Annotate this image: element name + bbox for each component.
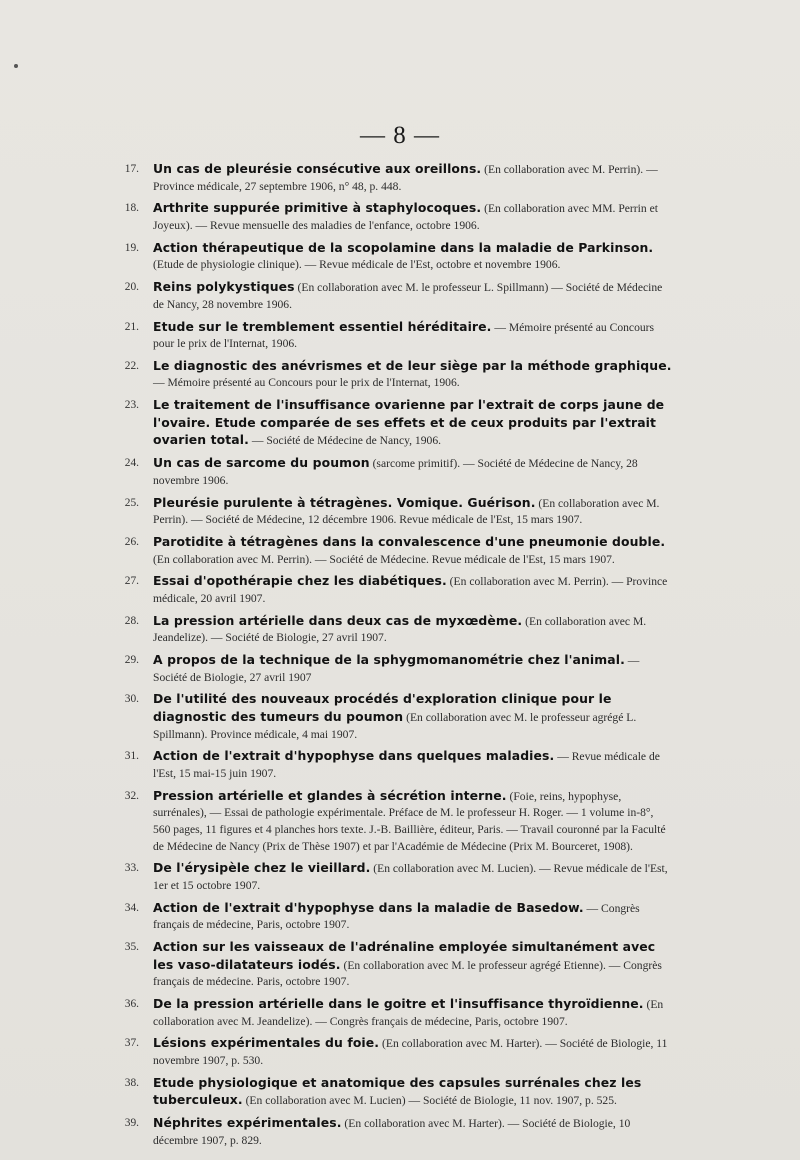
entry-title: Le diagnostic des anévrismes et de leur siège par la méthode graphique. bbox=[153, 357, 672, 373]
entry-title: Action de l'extrait d'hypophyse dans quelques maladies. bbox=[153, 748, 555, 764]
page-speck bbox=[14, 64, 18, 68]
entry-title: Néphrites expérimentales. bbox=[153, 1115, 342, 1131]
publication-entry bbox=[113, 613, 673, 647]
entry-number: 30. bbox=[124, 693, 139, 706]
entry-citation: (En collaboration avec M. le professeur agrégé L. Spillmann). Province médicale, 4 mai 1907. bbox=[153, 711, 637, 741]
entry-number: 33. bbox=[124, 862, 139, 875]
entry-number: 25. bbox=[124, 496, 139, 509]
publication-entry bbox=[113, 279, 673, 313]
entry-number: 35. bbox=[124, 941, 139, 954]
entry-title: Le traitement de l'insuffisance ovarienne par l'extrait de corps jaune de l'ovaire. Etude comparée de ses effets et de ceux produits par l'extrait ovarien total. bbox=[153, 397, 665, 448]
entry-title: Pleurésie purulente à tétragènes. Vomique. Guérison. bbox=[153, 494, 536, 510]
entry-title: De l'utilité des nouveaux procédés d'exploration clinique pour le diagnostic des tumeurs du poumon bbox=[153, 691, 612, 725]
publication-entry bbox=[113, 748, 673, 782]
entry-citation: (En collaboration avec M. Perrin). — Société de Médecine. Revue médicale de l'Est, 15 mars 1907. bbox=[153, 552, 615, 566]
entry-number: 34. bbox=[124, 901, 139, 914]
entry-number: 28. bbox=[124, 614, 139, 627]
entry-citation: (En collaboration avec MM. Perrin et Joyeux). — Revue mensuelle des maladies de l'enfance, octobre 1906. bbox=[153, 202, 658, 232]
entry-citation: (En collaboration avec M. Jeandelize). — Société de Biologie, 27 avril 1907. bbox=[153, 614, 647, 645]
entry-number: 36. bbox=[124, 998, 139, 1011]
entry-title: Action thérapeutique de la scopolamine dans la maladie de Parkinson. bbox=[153, 239, 654, 255]
publication-entry bbox=[113, 161, 673, 195]
entry-title: La pression artérielle dans deux cas de myxœdème. bbox=[153, 612, 523, 628]
entry-title: Pression artérielle et glandes à sécrétion interne. bbox=[153, 787, 507, 803]
entry-title: Etude physiologique et anatomique des capsules surrénales chez les tuberculeux. bbox=[153, 1074, 642, 1108]
entry-title: Reins polykystiques bbox=[153, 279, 295, 295]
entry-citation: (En collaboration avec M. Perrin). — Province médicale, 20 avril 1907. bbox=[153, 575, 668, 605]
entry-citation: (Etude de physiologie clinique). — Revue médicale de l'Est, octobre et novembre 1906. bbox=[153, 258, 561, 272]
entry-number: 38. bbox=[124, 1076, 139, 1089]
entry-citation: (En collaboration avec M. Jeandelize). — Congrès français de médecine, Paris, octobre 1907. bbox=[153, 998, 664, 1028]
entry-number: 39. bbox=[124, 1117, 139, 1130]
entry-title: Lésions expérimentales du foie. bbox=[153, 1035, 380, 1051]
entry-title: Un cas de pleurésie consécutive aux oreillons. bbox=[153, 161, 482, 176]
publication-entry bbox=[113, 652, 673, 686]
entry-citation: (En collaboration avec M. Lucien). — Revue médicale de l'Est, 1er et 15 octobre 1907. bbox=[153, 862, 668, 892]
entry-citation: (Foie, reins, hypophyse, surrénales), — Essai de pathologie expérimentale. Préface de M. le professeur H. Roger. — 1 volume in-8°, 560 pages, 11 figures et 4 planches hors texte. J.-B. Baillière, éditeur, Paris. — Travail couronné par la Faculté de Médecine de Nancy (Prix de Thèse 1907) et par l'Académie de Médecine (Prix M. Bourceret, 1908). bbox=[153, 789, 666, 853]
publication-entry bbox=[113, 534, 673, 568]
entry-citation: — Congrès français de médecine, Paris, octobre 1907. bbox=[153, 901, 640, 932]
entry-citation: (En collaboration avec M. Perrin). — Société de Médecine, 12 décembre 1906. Revue médicale de l'Est, 15 mars 1907. bbox=[153, 496, 660, 527]
publication-entry bbox=[113, 200, 673, 234]
publication-list bbox=[113, 161, 673, 1155]
entry-title: Arthrite suppurée primitive à staphylocoques. bbox=[153, 200, 482, 216]
entry-number: 18. bbox=[124, 202, 139, 215]
entry-number: 19. bbox=[124, 241, 139, 254]
entry-citation: — Revue médicale de l'Est, 15 mai-15 juin 1907. bbox=[153, 750, 660, 781]
entry-number: 22. bbox=[124, 359, 139, 372]
entry-number: 32. bbox=[124, 789, 139, 802]
entry-title: Parotidite à tétragènes dans la convalescence d'une pneumonie double. bbox=[153, 533, 666, 549]
entry-number: 27. bbox=[124, 575, 139, 588]
entry-citation: (En collaboration avec M. Harter). — Société de Biologie, 11 novembre 1907, p. 530. bbox=[153, 1037, 668, 1068]
entry-title: Etude sur le tremblement essentiel héréditaire. bbox=[153, 318, 492, 334]
publication-entry bbox=[113, 358, 673, 392]
publication-entry bbox=[113, 397, 673, 450]
entry-number: 37. bbox=[124, 1037, 139, 1050]
entry-title: A propos de la technique de la sphygmomanométrie chez l'animal. bbox=[153, 652, 625, 668]
entry-citation: — Société de Biologie, 27 avril 1907 bbox=[153, 654, 640, 684]
publication-entry bbox=[113, 860, 673, 894]
publication-entry bbox=[113, 240, 673, 274]
entry-title: Un cas de sarcome du poumon bbox=[153, 455, 370, 471]
publication-entry bbox=[113, 455, 673, 489]
entry-title: Action sur les vaisseaux de l'adrénaline employée simultanément avec les vaso-dilatateurs iodés. bbox=[153, 939, 656, 972]
entry-number: 21. bbox=[124, 320, 139, 333]
entry-citation: (En collaboration avec M. Harter). — Société de Biologie, 10 décembre 1907, p. 829. bbox=[153, 1117, 631, 1147]
page-number: — 8 — bbox=[360, 122, 440, 149]
entry-citation: (En collaboration avec M. Lucien) — Société de Biologie, 11 nov. 1907, p. 525. bbox=[242, 1094, 617, 1108]
entry-number: 26. bbox=[124, 535, 139, 548]
entry-citation: — Mémoire présenté au Concours pour le prix de l'Internat, 1906. bbox=[153, 320, 655, 351]
entry-number: 20. bbox=[124, 281, 139, 294]
publication-entry bbox=[113, 319, 673, 353]
entry-citation: (En collaboration avec M. le professeur agrégé Etienne). — Congrès français de médecine. Paris, octobre 1907. bbox=[153, 958, 662, 989]
entry-citation: — Mémoire présenté au Concours pour le prix de l'Internat, 1906. bbox=[153, 376, 460, 390]
publication-entry bbox=[113, 900, 673, 934]
entry-citation: (En collaboration avec M. le professeur L. Spillmann) — Société de Médecine de Nancy, 28 novembre 1906. bbox=[153, 281, 663, 311]
entry-number: 23. bbox=[124, 399, 139, 412]
entry-number: 24. bbox=[124, 457, 139, 470]
entry-number: 29. bbox=[124, 654, 139, 667]
publication-entry bbox=[113, 1035, 673, 1069]
entry-citation: (sarcome primitif). — Société de Médecine de Nancy, 28 novembre 1906. bbox=[153, 457, 638, 487]
publication-entry bbox=[113, 495, 673, 529]
publication-entry bbox=[113, 1115, 673, 1149]
publication-entry bbox=[113, 573, 673, 607]
publication-entry bbox=[113, 939, 673, 991]
entry-title: De l'érysipèle chez le vieillard. bbox=[153, 860, 371, 876]
publication-entry bbox=[113, 788, 673, 855]
publication-entry bbox=[113, 1075, 673, 1110]
entry-title: De la pression artérielle dans le goitre et l'insuffisance thyroïdienne. bbox=[153, 996, 644, 1012]
entry-title: Essai d'opothérapie chez les diabétiques. bbox=[153, 573, 447, 589]
entry-citation: (En collaboration avec M. Perrin). — Province médicale, 27 septembre 1906, n° 48, p. 448. bbox=[153, 163, 658, 193]
publication-entry bbox=[113, 996, 673, 1030]
publication-entry bbox=[113, 691, 673, 743]
entry-title: Action de l'extrait d'hypophyse dans la maladie de Basedow. bbox=[153, 899, 584, 915]
entry-number: 17. bbox=[124, 163, 139, 175]
entry-number: 31. bbox=[124, 750, 139, 763]
entry-citation: — Société de Médecine de Nancy, 1906. bbox=[248, 434, 442, 448]
